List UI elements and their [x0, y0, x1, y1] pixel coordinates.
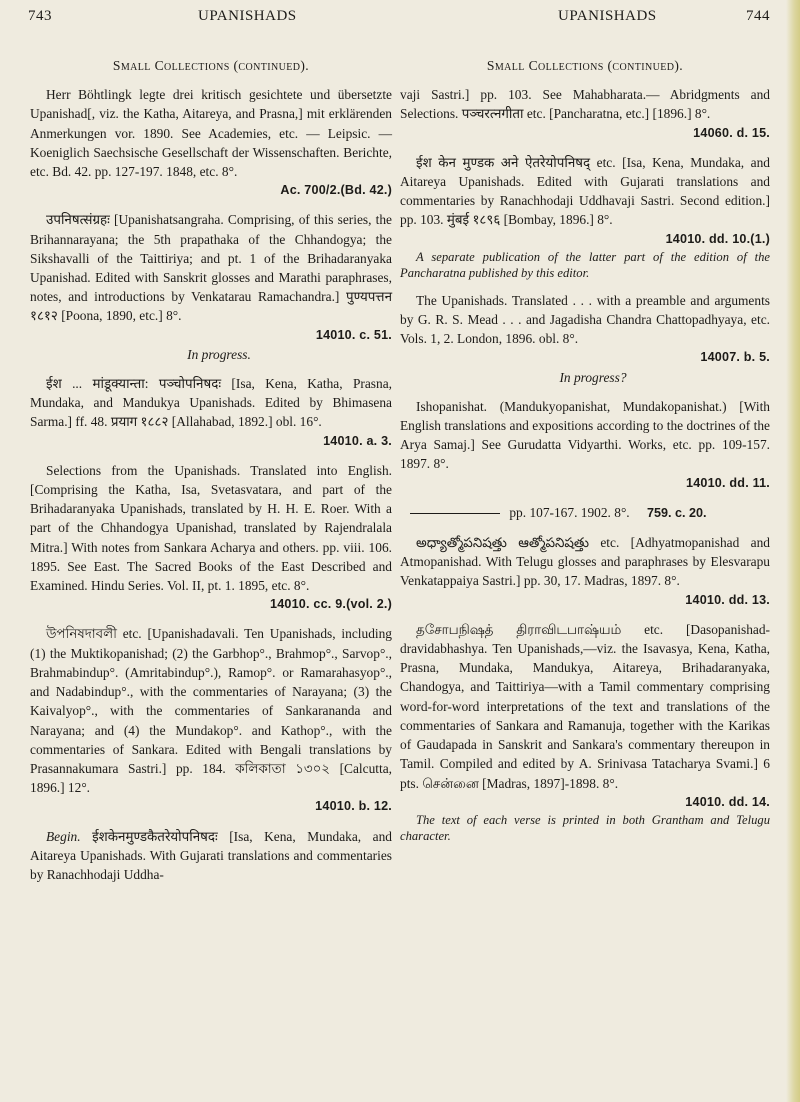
page-edge: [786, 0, 800, 1102]
right-running-title: UPANISHADS: [558, 8, 657, 24]
catalog-entry: [400, 85, 770, 143]
left-column: [30, 56, 392, 894]
catalog-entry: [30, 461, 392, 615]
entry-text: The Upanishads. Translated . . . with a preamble and arguments by G. R. S. Mead . . . and Jagadisha Chandra Chattopadhyaya, etc. Vols. 1, 2. London, 1896. obl. 8°.: [400, 292, 770, 347]
entry-text: అధ్యాత్మోపనిషత్తు ఆత్మోపనిషత్తు etc. [Adhyatmopanishad and Atmopanishad. With Telugu glosses and paraphrases by Elesvarapu Venkatappaiya Sastri.] pp. 30, 17. Madras, 1897. 8°.: [400, 535, 770, 589]
shelfmark: 14010. a. 3.: [323, 433, 392, 448]
shelfmark: 14010. cc. 9.(vol. 2.): [269, 597, 392, 612]
shelfmark: Ac. 700/2.(Bd. 42.): [280, 183, 392, 198]
right-page-number: 744: [746, 8, 770, 24]
catalog-entry: [400, 533, 770, 610]
shelfmark: 14010. dd. 13.: [685, 592, 770, 607]
catalog-entry: [400, 291, 770, 387]
entry-text: vaji Sastri.] pp. 103. See Mahabharata.— Abridgments and Selections. पञ्चरत्नगीता etc. [Pancharatna, etc.] [1896.] 8°.: [400, 87, 770, 122]
entry-text: उपनिषत्संग्रहः [Upanishatsangraha. Comprising, of this series, the Brihannarayana; the 5th prapathaka of the Chhandogya; the Sikshavalli of the Taittiriya; and pt. 1 of the Brihadaranyaka Upanishad. Edited with Sanskrit glosses and Marathi paraphrases, notes, and introductions by Venkatarau Ramachandra.] पुण्यपत्तन १८१२ [Poona, 1890, etc.] 8°.: [30, 212, 392, 324]
catalog-entry: [30, 210, 392, 364]
entry-text: தசோபநிஷத் திராவிடபாஷ்யம் etc. [Dasopanishad-dravidabhashya. Ten Upanishads,—viz. the Isavasya, Kena, Katha, Prasna, Mundaka, Mandukya, Aitareya, Brihadaranyaka, Chandogya, and Taittiriya—with a Tamil commentary comprising word-for-word interpretations of the text and translations of the commentaries of Sankara and Ramanuja, together with the Karikas of Gaudapada in Sanskrit and Sankara's commentary thereupon in Tamil. Compiled and edited by A. Srinivasa Tatacharya Svami.] 6 pts. சென்னை [Madras, 1897]-1898. 8°.: [400, 621, 770, 791]
right-column: [400, 56, 770, 854]
running-header: [18, 6, 770, 28]
shelfmark: 14010. b. 12.: [315, 799, 392, 814]
entry-text: Ishopanishat. (Mandukyopanishat, Mundakopanishat.) [With English translations and expositions according to the doctrines of the Arya Samaj.] See Gurudatta Vidyarthi. Works, etc. pp. 109-157. 1897. 8°.: [400, 398, 770, 472]
entry-text: Selections from the Upanishads. Translated into English. [Comprising the Katha, Isa, Svetasvatara, and part of the Brihadaranyaka Upanishads, translated by H. H. E. Roer. With a part of the Chhandogya Upanishad, translated by Rajendralala Mitra.] With notes from Sankara Acharya and others. pp. viii. 106. 1895. See East. The Sacred Books of the East Described and Examined. Hindu Series. Vol. II, pt. 1. 1895, etc. 8°.: [30, 462, 392, 594]
catalog-entry: [400, 620, 770, 844]
shelfmark: 14010. c. 51.: [315, 327, 392, 342]
entry-text: pp. 107-167. 1902. 8°.: [509, 504, 630, 520]
catalog-entry: [30, 827, 392, 885]
catalog-entry: [400, 503, 770, 523]
shelfmark: 14010. dd. 14.: [685, 794, 770, 809]
entry-note: In progress.: [187, 346, 251, 362]
entry-text: ईशकेनमुण्डकैतरेयोपनिषदः [Isa, Kena, Mundaka, and Aitareya Upanishads. With Gujarati translations and commentaries by Ranachhodaji Uddha-: [30, 828, 392, 882]
left-running-title: UPANISHADS: [198, 8, 297, 24]
shelfmark: 14007. b. 5.: [700, 350, 770, 365]
ditto-dash: [410, 513, 500, 514]
entry-text: Herr Böhtlingk legte drei kritisch gesichtete und übersetzte Upanishad[, viz. the Katha, Aitareya, and Prasna,] mit erklärenden Anmerkungen vor. 1890. See Academies, etc. — Leipsic. — Koeniglich Saechsische Gesellschaft der Wissenschaften. Berichte, etc. Bd. 42. pp. 127-197. 1848, etc. 8°.: [30, 87, 392, 180]
entry-text: ईश केन मुण्डक अने ऐतरेयोपनिषद् etc. [Isa, Kena, Mundaka, and Aitareya Upanishads. Edited with Gujarati translations and commentaries by Ranachhodaji Uddhavaji Sastri. Second edition.] pp. 103. मुंबई १८९६ [Bombay, 1896.] 8°.: [400, 154, 770, 228]
shelfmark: 14010. dd. 11.: [685, 475, 770, 490]
left-page-number: 743: [28, 8, 52, 24]
catalog-entry: [30, 85, 392, 200]
catalog-entry: [30, 374, 392, 451]
entry-note: In progress?: [559, 369, 627, 385]
entry-note: A separate publication of the latter part of the edition of the Pancharatna published by this editor.: [400, 249, 770, 280]
catalog-entry: [400, 397, 770, 493]
catalog-entry: [30, 624, 392, 816]
shelfmark: 759. c. 20.: [647, 505, 707, 520]
catalog-entry: [400, 153, 770, 281]
entry-lead: Begin.: [46, 828, 81, 844]
shelfmark: 14010. dd. 10.(1.): [665, 231, 770, 246]
entry-text: উপনিষদাবলী etc. [Upanishadavali. Ten Upanishads, including (1) the Muktikopanishad; (2) the Garbhop°., Brahmop°., Sarvop°., Brahmabindup°. (Amritabindup°.), Ramop°. or Ramarahasyop°., and Nadabindup°., with the commentaries of Narayana; (3) the Kaivalyop°., with the commentaries of Sankarananda and Narayana; and (4) the Mundakop°. and Kathop°., with the commentaries of Sankara. Edited with Bengali translations by Prasannakumara Sastri.] pp. 184. কলিকাতা ১৩০২ [Calcutta, 1896.] 12°.: [30, 626, 392, 796]
shelfmark: 14060. d. 15.: [693, 125, 770, 140]
entry-note: The text of each verse is printed in both Grantham and Telugu character.: [400, 812, 770, 843]
left-column-title: Small Collections (continued).: [112, 58, 310, 73]
right-column-title: Small Collections (continued).: [486, 58, 684, 73]
entry-text: ईश ... मांडूक्यान्ता: पञ्चोपनिषदः [Isa, Kena, Katha, Prasna, Mundaka, and Mandukya Upanishads. Edited by Bhimasena Sarma.] ff. 48. प्रयाग १८८२ [Allahabad, 1892.] obl. 16°.: [30, 376, 392, 430]
